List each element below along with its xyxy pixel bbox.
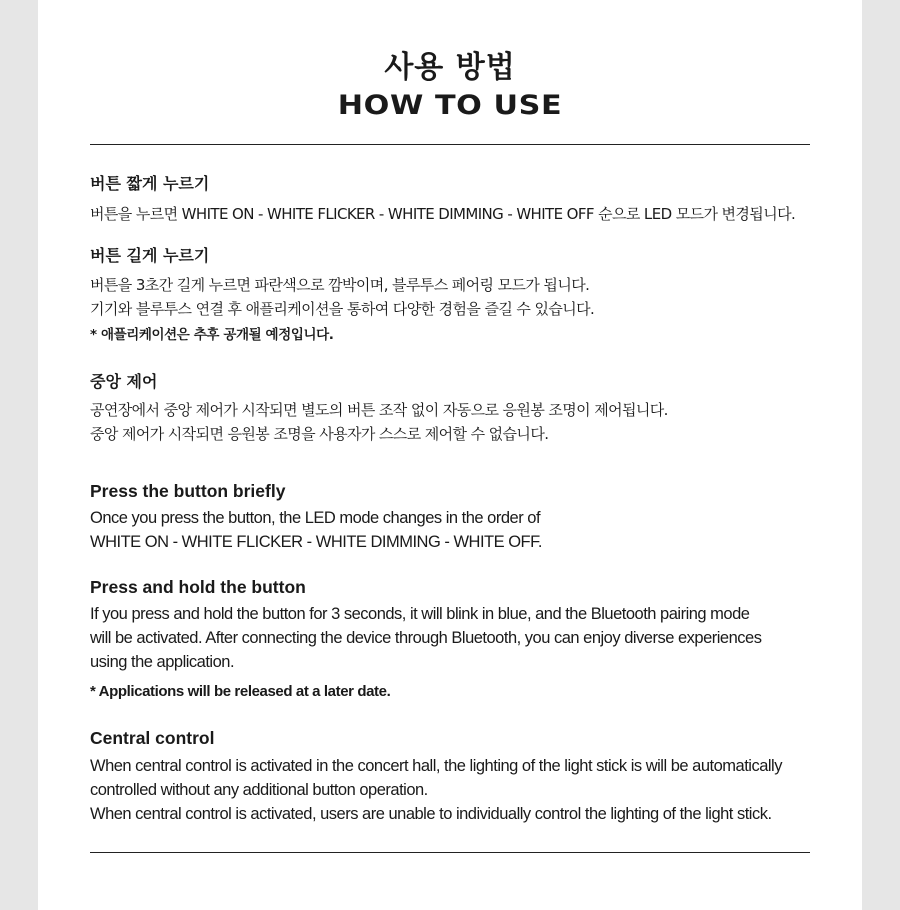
section-text-line: 버튼을 누르면 WHITE ON - WHITE FLICKER - WHITE DIMMING - WHITE OFF 순으로 LED 모드가 변경됩니다.	[90, 205, 796, 223]
top-divider	[90, 144, 810, 145]
section-text-line: 기기와 블루투스 연결 후 애플리케이션을 통하여 다양한 경험을 즐길 수 있습니다.	[90, 300, 595, 318]
section-heading: Central control	[90, 728, 215, 748]
section-text-line: controlled without any additional button operation.	[90, 781, 428, 799]
section-text-line: When central control is activated in the concert hall, the lighting of the light stick is will be automatically	[90, 757, 782, 775]
section-note: * 애플리케이션은 추후 공개될 예정입니다.	[90, 327, 334, 343]
section-central-control-korean	[90, 371, 820, 446]
bottom-divider	[90, 852, 810, 853]
page-title-english: HOW TO USE	[337, 90, 563, 121]
section-note: * Applications will be released at a later date.	[90, 683, 391, 700]
section-text-line: will be activated. After connecting the device through Bluetooth, you can enjoy diverse experiences	[90, 629, 762, 647]
section-text-line: Once you press the button, the LED mode changes in the order of	[90, 509, 541, 527]
section-long-press-english	[90, 576, 820, 702]
section-text-line: 버튼을 3초간 길게 누르면 파란색으로 깜박이며, 블루투스 페어링 모드가 됩니다.	[90, 276, 590, 294]
section-heading: 버튼 길게 누르기	[90, 246, 210, 265]
section-text-line: using the application.	[90, 653, 235, 671]
section-heading: Press and hold the button	[90, 577, 306, 597]
page-title-korean: 사용 방법	[384, 50, 516, 85]
page	[38, 0, 862, 910]
section-text-line: 공연장에서 중앙 제어가 시작되면 별도의 버튼 조작 없이 자동으로 응원봉 조명이 제어됩니다.	[90, 401, 668, 419]
section-heading: 중앙 제어	[90, 372, 158, 391]
section-long-press-korean	[90, 245, 820, 345]
section-short-press-korean	[90, 173, 820, 226]
section-text-line: 중앙 제어가 시작되면 응원봉 조명을 사용자가 스스로 제어할 수 없습니다.	[90, 425, 549, 443]
section-heading: 버튼 짧게 누르기	[90, 174, 210, 193]
section-central-control-english	[90, 727, 820, 826]
section-text-line: When central control is activated, users are unable to individually control the lighting of the light stick.	[90, 805, 772, 823]
section-short-press-english	[90, 480, 820, 554]
section-text-line: WHITE ON - WHITE FLICKER - WHITE DIMMING - WHITE OFF.	[90, 533, 542, 551]
section-heading: Press the button briefly	[90, 481, 286, 501]
section-text-line: If you press and hold the button for 3 seconds, it will blink in blue, and the Bluetooth pairing mode	[90, 605, 750, 623]
